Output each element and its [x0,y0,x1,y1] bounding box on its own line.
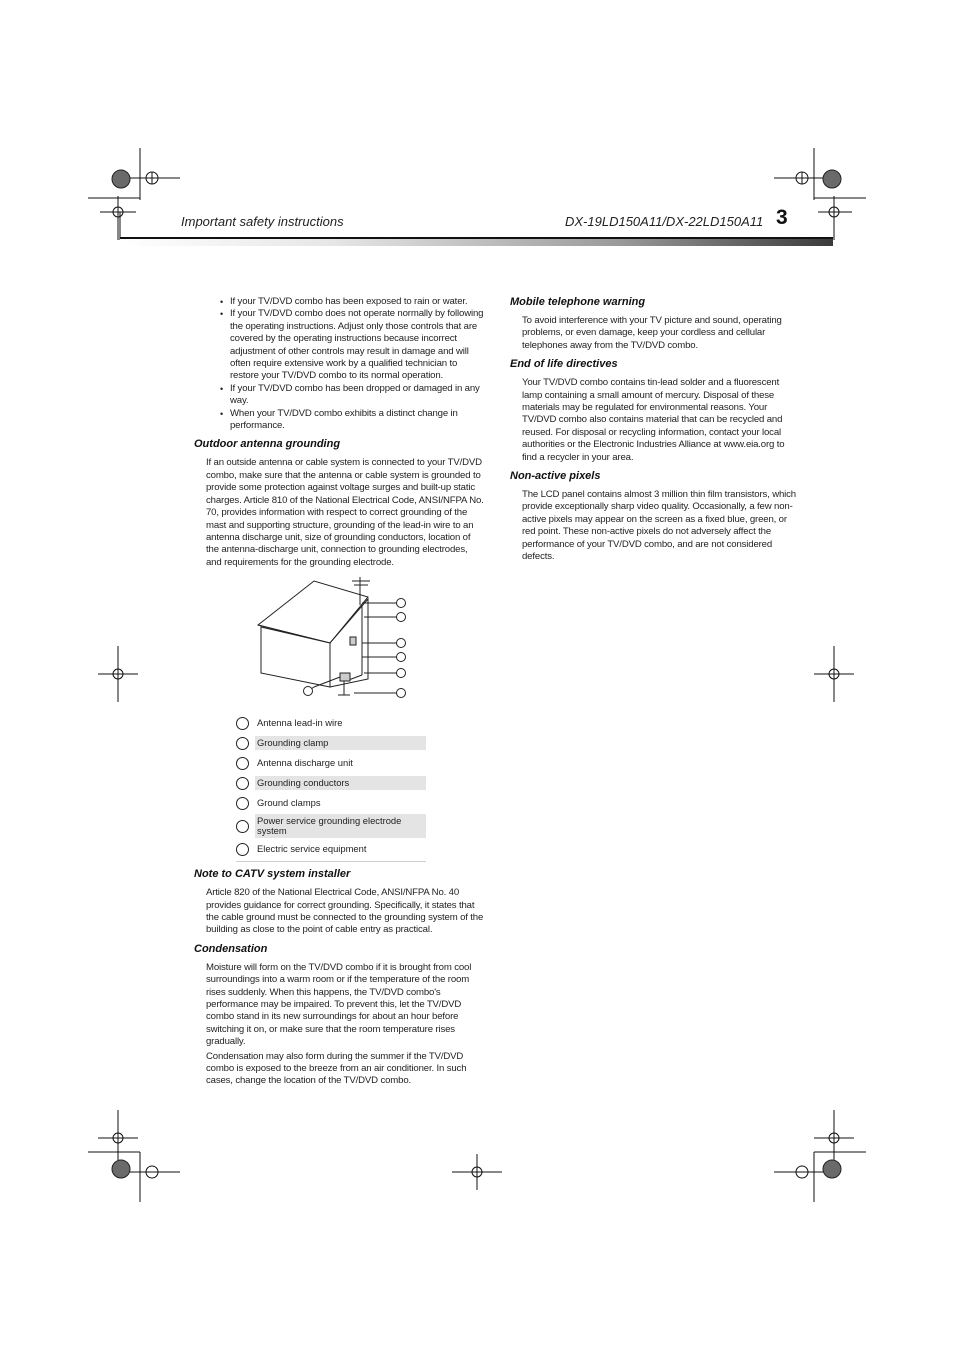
diagram-legend [236,713,426,862]
legend-label: Grounding clamp [255,736,426,750]
antenna-grounding-diagram [194,577,484,705]
legend-row [236,753,426,773]
legend-row [236,839,426,859]
catv-heading: Note to CATV system installer [194,868,351,881]
eol-body: Your TV/DVD combo contains tin-lead solder and a fluorescent lamp containing a small amount of mercury. Disposal of these materials may be regulated for environmental reasons. Your TV/DVD combo also contains material that can be recycled and reused. For disposal or recycling information, contact your local authorities or the Electronic Industries Alliance at www.eia.org to find a recycler in your area. [522,377,785,463]
header-section-title: Important safety instructions [181,214,344,229]
pixels-body: The LCD panel contains almost 3 million thin film transistors, which provide exceptionally sharp video quality. Occasionally, a few non-active pixels may appear on the screen as a fixed blue, green, or red point. These non-active pixels do not adversely affect the performance of your TV/DVD combo, and are not considered defects. [522,489,796,563]
legend-label: Power service grounding electrode system [255,814,426,838]
legend-row [236,733,426,753]
antenna-body: If an outside antenna or cable system is connected to your TV/DVD combo, make sure that the antenna or cable system is grounded to provide some protection against voltage surges and built-up static charges. Article 810 of the National Electrical Code, ANSI/NFPA No. 70, provides information with respect to correct grounding of the mast and supporting structure, grounding of the lead-in wire to an antenna discharge unit, size of grounding conductors, location of the antenna-discharge unit, connection to grounding electrodes, and requirements for the grounding electrode. [206,457,484,568]
list-item: • If your TV/DVD combo has been dropped or damaged in any way. [220,383,484,408]
callout-circle-icon [236,843,249,856]
callout-circle-icon [236,797,249,810]
left-column [194,296,484,1088]
eol-heading: End of life directives [510,358,618,371]
condensation-heading: Condensation [194,942,268,955]
condensation-body-2: Condensation may also form during the summer if the TV/DVD combo is exposed to the breeze from an air conditioner. In such cases, change the location of the TV/DVD combo. [206,1050,467,1087]
callout-circle-icon [236,757,249,770]
catv-body: Article 820 of the National Electrical Code, ANSI/NFPA No. 40 provides guidance for correct grounding. Specifically, it states that the cable ground must be connected to the grounding system of the building as close to the point of cable entry as practical. [206,887,484,936]
bullet-list [220,296,484,432]
legend-label: Electric service equipment [257,843,367,855]
page-number: 3 [776,206,788,229]
right-column [510,296,796,564]
header-rule [120,237,833,246]
pixels-heading: Non-active pixels [510,470,601,483]
legend-label: Ground clamps [257,797,321,809]
legend-row [236,813,426,839]
mobile-body: To avoid interference with your TV picture and sound, operating problems, or even damage, keep your cordless and cellular telephones away from the TV/DVD combo. [522,315,782,351]
legend-row [236,773,426,793]
list-item: • If your TV/DVD combo has been exposed to rain or water. [220,296,484,308]
header-model-number: DX-19LD150A11/DX-22LD150A11 [565,214,764,229]
callout-circle-icon [236,820,249,833]
callout-circle-icon [236,717,249,730]
mobile-heading: Mobile telephone warning [510,296,646,308]
list-item: • When your TV/DVD combo exhibits a distinct change in performance. [220,408,484,433]
antenna-heading: Outdoor antenna grounding [194,438,341,451]
legend-label: Antenna discharge unit [257,757,353,769]
legend-label: Antenna lead-in wire [257,717,343,729]
callout-circle-icon [236,737,249,750]
condensation-body: Moisture will form on the TV/DVD combo if it is brought from cool surroundings into a warm room or if the temperature of the room rises suddenly. When this happens, the TV/DVD combo's performance may be impaired. To prevent this, let the TV/DVD combo stand in its new surroundings for about an hour before switching it on, or make sure that the room temperature rises gradually. [206,961,472,1048]
house-diagram [194,577,484,705]
callout-circle-icon [236,777,249,790]
legend-row [236,793,426,813]
list-item: • If your TV/DVD combo does not operate normally by following the operating instructions. Adjust only those controls that are covered by the operating instructions because incorrect adjustment of other controls may result in damage and will often require extensive work by a qualified technician to restore your TV/DVD combo to its normal operation. [220,308,484,382]
legend-label: Grounding conductors [255,776,426,790]
legend-row [236,713,426,733]
